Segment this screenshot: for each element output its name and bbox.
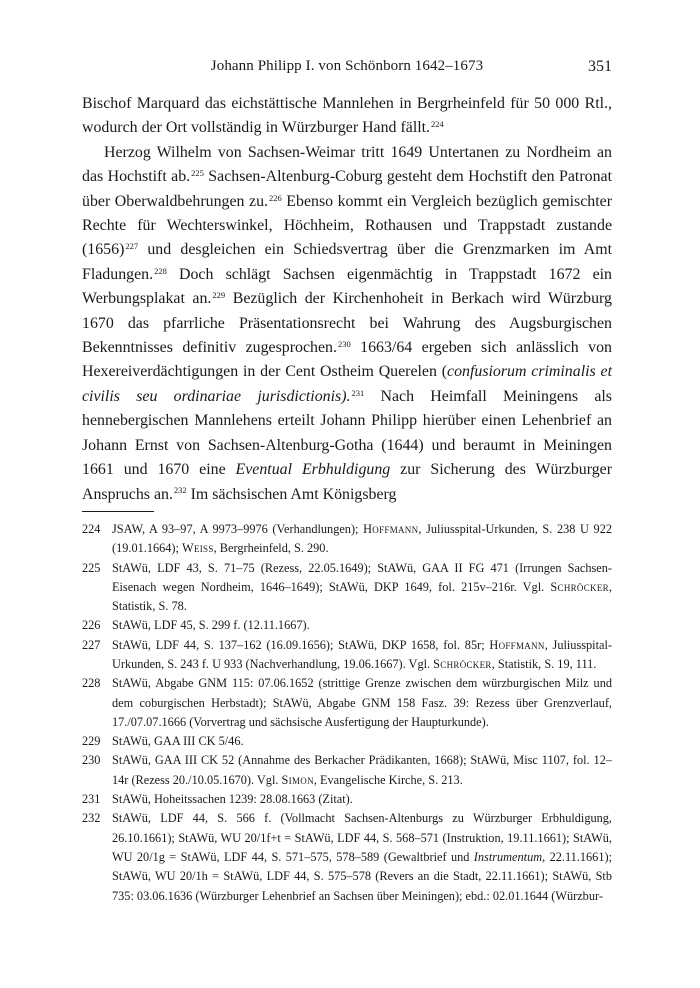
running-head-title: Johann Philipp I. von Schönborn 1642–1673 [210,58,484,74]
footnote-separator [82,511,154,512]
italic-text: Eventual Erbhuldigung [235,461,391,479]
text-run: StAWü, LDF 43, S. 71–75 (Rezess, 22.05.1649); StAWü, GAA II FG 471 (Irrungen Sachsen-Eisenach wegen Nordheim, 1646–1649); StAWü, DKP 1649, fol. 215v–216r. Vgl. [112,560,612,594]
footnote-number: 232 [82,811,101,826]
footnote-number: 225 [82,560,101,575]
footnote-text [112,559,612,617]
footnote-reference: 226 [269,192,282,203]
footnote-reference: 224 [431,119,444,130]
text-run: Herzog Wilhelm von Sachsen-Weimar tritt 1649 Untertanen zu Nordheim an das Hochstift ab. [82,143,612,186]
text-run: Bischof Marquard das eichstättische Mannlehen in Bergrheinfeld für 50 000 Rtl., wodurch der Ort vollständig in Würzburger Hand fällt. [82,95,612,137]
author-name: Hoffmann [489,637,545,652]
footnote [82,732,612,751]
author-name: Hoffmann [363,521,419,536]
body-paragraph [82,141,612,507]
author-name: Schröcker [550,579,609,594]
author-name: Simon [281,772,314,787]
text-run: StAWü, LDF 44, S. 137–162 (16.09.1656); StAWü, DKP 1658, fol. 85r; [112,637,490,652]
footnote [82,636,612,675]
footnote-number: 226 [82,618,101,633]
text-run: , Juliusspital-Urkunden, S. 243 f. U 933 (Nachverhandlung, 19.06.1667). Vgl. [112,637,612,671]
text-run: StAWü, GAA III CK 5/46. [112,734,244,749]
text-run: , Bergrheinfeld, S. 290. [213,541,329,556]
footnote-reference: 231 [351,387,365,398]
footnote-text [112,520,612,559]
footnote-text [112,674,612,732]
text-run: , Juliusspital-Urkunden, S. 238 U 922 (19.01.1664); [112,521,612,556]
text-run: StAWü, LDF 45, S. 299 f. (12.11.1667). [112,618,310,633]
text-run: JSAW, A 93–97, A 9973–9976 (Verhandlungen); [112,521,364,536]
text-run: , Evangelische Kirche, S. 213. [313,772,463,787]
footnote [82,559,612,617]
footnote [82,790,612,809]
footnote-text [112,732,612,751]
text-run: 1663/64 ergeben sich anlässlich von Hexereiverdächtigungen in der Cent Ostheim Querelen ( [82,339,613,381]
footnote-number: 228 [82,676,101,691]
footnote-reference: 225 [191,168,204,179]
text-run: zur Sicherung des Würzburger Anspruchs an. [82,461,612,503]
footnote-reference: 228 [154,265,167,276]
text-run: , 22.11.1661); StAWü, WU 20/1h = StAWü, LDF 44, S. 575–578 (Revers an die Stadt, 22.11.1661); StAWü, Stb 735: 03.06.1636 (Würzburger Lehenbrief an Sachsen über Meiningen); ebd.: 02.01.1644 (Würzbur- [112,849,612,903]
text-run: Nach Heimfall Meiningens als hennebergischen Mannlehens erteilt Johann Philipp hierüber einen Lehenbrief an Johann Ernst von Sachsen-Altenburg-Gotha (1644) und beraumt in Meiningen 1661 und 1670 eine [82,387,612,479]
footnotes [82,520,612,906]
footnote-reference: 227 [125,241,139,252]
text-run: StAWü, Hoheitssachen 1239: 28.08.1663 (Zitat). [112,792,353,807]
italic-text: Instrumentum [473,849,543,864]
author-name: Weiss [182,541,214,556]
text-run: , Statistik, S. 19, 111. [491,656,597,671]
footnote [82,616,612,635]
footnote-number: 229 [82,734,101,749]
footnote-number: 231 [82,792,101,807]
author-name: Schröcker [433,656,492,671]
footnote-number: 224 [82,521,101,536]
italic-text: confusiorum criminalis et civilis seu ordinariae jurisdictionis). [82,363,612,405]
text-run: , Statistik, S. 78. [112,579,612,614]
footnote [82,674,612,732]
footnote-text [112,790,612,809]
running-head [82,58,612,80]
text-run: Doch schlägt Sachsen eigenmächtig in Trappstadt 1672 ein Werbungsplakat an. [82,265,612,308]
footnote [82,809,612,905]
footnote-text [112,636,612,675]
page-number: 351 [588,58,612,75]
footnote-number: 227 [82,637,101,652]
footnote-text [112,809,612,905]
text-run: Im sächsischen Amt Königsberg [186,485,397,503]
text-run: Ebenso kommt ein Vergleich bezüglich gemischter Rechte für Wechterswinkel, Höchheim, Rothausen und Trappstadt zustande (1656) [82,192,612,259]
body-paragraph [82,92,612,141]
footnote [82,520,612,559]
footnote-reference: 229 [212,290,226,301]
footnote-text [112,616,612,635]
text-run: StAWü, LDF 44, S. 566 f. (Vollmacht Sachsen-Altenburgs zu Würzburger Erbhuldigung, 26.10.1661); StAWü, WU 20/1f+t = StAWü, LDF 44, S. 568–571 (Instruktion, 19.11.1661); StAWü, WU 20/1g = StAWü, LDF 44, S. 571–575, 578–589 (Gewaltbrief und [112,811,612,864]
footnote-number: 230 [82,753,101,768]
text-run: Bezüglich der Kirchenhoheit in Berkach wird Würzburg 1670 das pfarrliche Präsentationsrecht bei Wahrung des Augsburgischen Bekenntnisses definitiv zugesprochen. [82,290,612,357]
footnote [82,751,612,790]
text-run: Sachsen-Altenburg-Coburg gesteht dem Hochstift den Patronat über Oberwaldbehrungen zu. [82,168,612,210]
text-run: StAWü, Abgabe GNM 115: 07.06.1652 (strittige Grenze zwischen dem würzburgischen Milz und dem coburgischen Herbstadt); StAWü, Abgabe GNM 158 Fasz. 39: Rezess über Grenzverlauf, 17./07.07.1666 (Vorvertrag und sächsische Ausfertigung der Haupturkunde). [112,676,612,729]
main-text [82,92,612,507]
footnote-reference: 230 [337,338,351,349]
text-run: StAWü, GAA III CK 52 (Annahme des Berkacher Prädikanten, 1668); StAWü, Misc 1107, fol. 12–14r (Rezess 20./10.05.1670). Vgl. [112,753,612,787]
footnote-reference: 232 [173,485,187,496]
footnote-text [112,751,612,790]
text-run: und desgleichen ein Schiedsvertrag über die Grenzmarken im Amt Fladungen. [82,241,612,283]
book-page [82,58,612,906]
